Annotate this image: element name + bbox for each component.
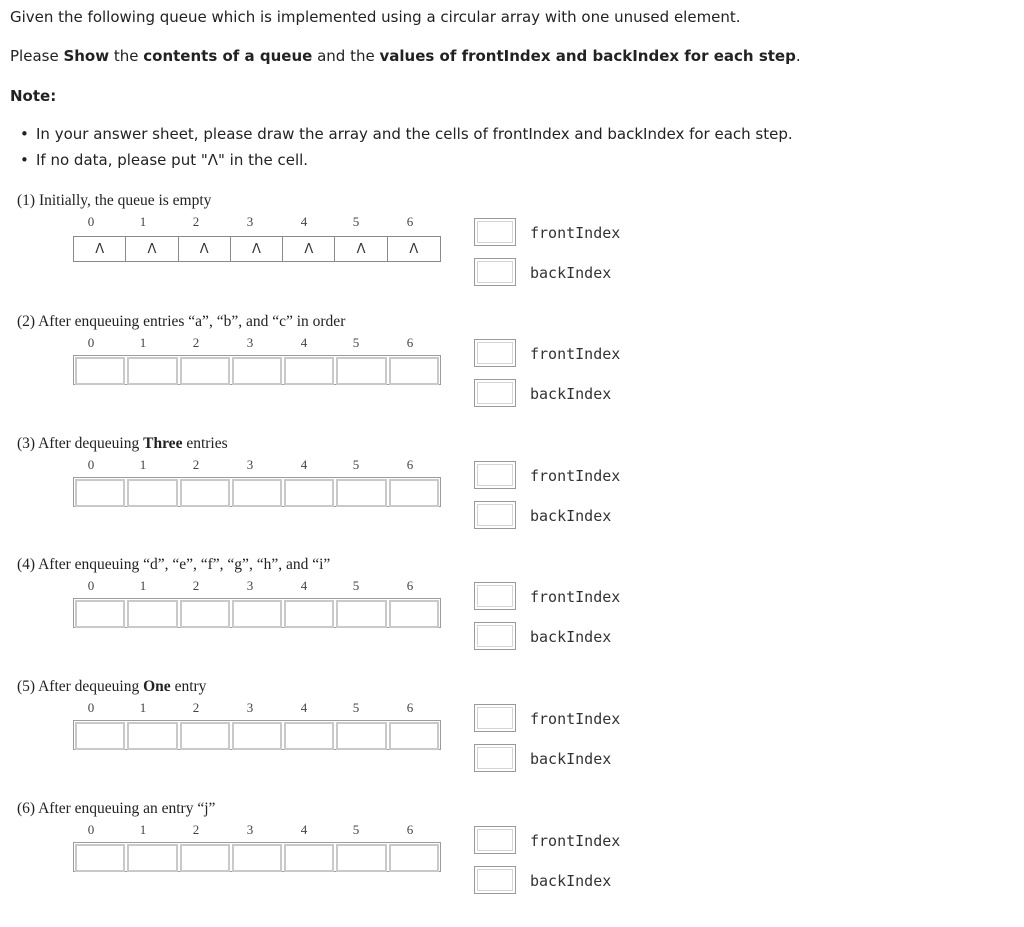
array-cell[interactable]	[284, 600, 334, 628]
array-cell[interactable]	[232, 600, 282, 628]
array-cell[interactable]: Λ	[126, 237, 178, 261]
step-title	[17, 556, 330, 574]
array-index-label: 3	[246, 822, 254, 837]
back-index-label: backIndex	[530, 628, 612, 646]
step-3	[0, 435, 1024, 555]
intro-bold: contents of a queue	[143, 47, 313, 65]
array-cell[interactable]	[389, 600, 439, 628]
queue-array	[73, 598, 441, 628]
array-cell[interactable]	[336, 844, 386, 872]
array-cell[interactable]: Λ	[283, 237, 335, 261]
array-cell[interactable]: Λ	[409, 241, 419, 257]
intro-text: Please	[10, 47, 64, 65]
array-index-label: 0	[87, 335, 95, 350]
front-index-cell[interactable]	[474, 339, 516, 367]
back-index-cell[interactable]	[474, 258, 516, 286]
array-cell[interactable]	[336, 722, 386, 750]
front-index-label: frontIndex	[530, 467, 621, 485]
array-index-label: 2	[192, 578, 200, 593]
array-index-label: 5	[352, 700, 360, 715]
step-1	[0, 192, 1024, 312]
note-bullet	[12, 150, 793, 176]
array-index-label: 5	[352, 214, 360, 229]
bullet-icon: •	[20, 151, 29, 169]
array-cell[interactable]	[180, 722, 230, 750]
back-index-label: backIndex	[530, 507, 612, 525]
array-index-label: 0	[87, 457, 95, 472]
array-cell[interactable]	[389, 844, 439, 872]
array-index-label: 0	[87, 578, 95, 593]
array-cell[interactable]: Λ	[231, 237, 283, 261]
array-index-label: 6	[406, 822, 414, 837]
array-cell[interactable]	[284, 479, 334, 507]
array-index-label: 0	[87, 214, 95, 229]
array-index-label: 2	[192, 700, 200, 715]
array-cell[interactable]	[127, 844, 177, 872]
array-cell[interactable]	[127, 357, 177, 385]
array-index-label: 4	[300, 214, 308, 229]
array-cell[interactable]	[75, 600, 125, 628]
step-title-bold: One	[143, 678, 171, 695]
array-cell[interactable]	[127, 722, 177, 750]
intro-line-1: Given the following queue which is implemented using a circular array with one unused element.	[10, 8, 741, 26]
array-index-label: 3	[246, 578, 254, 593]
step-title	[17, 192, 211, 210]
array-index-label: 3	[246, 335, 254, 350]
array-index-label: 3	[246, 457, 254, 472]
step-title-text: (2) After enqueuing entries “a”, “b”, and “c” in order	[17, 313, 346, 330]
array-index-label: 1	[139, 457, 147, 472]
array-index-label: 0	[87, 822, 95, 837]
array-cell[interactable]	[75, 479, 125, 507]
array-cell[interactable]	[232, 357, 282, 385]
queue-array	[73, 842, 441, 872]
array-index-label: 6	[406, 700, 414, 715]
array-index-label: 2	[192, 335, 200, 350]
array-index-label: 4	[300, 335, 308, 350]
array-cell[interactable]	[232, 479, 282, 507]
back-index-label: backIndex	[530, 872, 612, 890]
array-index-label: 5	[352, 457, 360, 472]
back-index-cell[interactable]	[474, 622, 516, 650]
array-index-label: 0	[87, 700, 95, 715]
array-index-label: 4	[300, 822, 308, 837]
array-index-label: 6	[406, 214, 414, 229]
array-cell[interactable]	[336, 479, 386, 507]
note-bullet-text: In your answer sheet, please draw the array and the cells of frontIndex and backIndex for each step.	[36, 125, 793, 143]
front-index-label: frontIndex	[530, 710, 621, 728]
back-index-label: backIndex	[530, 750, 612, 768]
step-title-text: (3) After dequeuing	[17, 435, 144, 452]
array-cell[interactable]	[389, 479, 439, 507]
step-title-text: (1) Initially, the queue is empty	[17, 192, 212, 209]
array-cell[interactable]	[284, 844, 334, 872]
array-cell[interactable]	[284, 722, 334, 750]
intro-text: and the	[312, 47, 380, 65]
array-cell[interactable]	[336, 600, 386, 628]
array-cell[interactable]	[75, 357, 125, 385]
array-cell[interactable]	[284, 357, 334, 385]
step-title-text: entry	[170, 678, 207, 695]
intro-text: .	[795, 47, 801, 65]
step-title-text: (4) After enqueuing “d”, “e”, “f”, “g”, “h”, and “i”	[17, 556, 331, 573]
step-title-text: (6) After enqueuing an entry “j”	[17, 800, 216, 817]
front-index-cell[interactable]	[474, 218, 516, 246]
queue-array	[73, 355, 441, 385]
array-index-label: 4	[300, 700, 308, 715]
array-index-label: 1	[139, 822, 147, 837]
array-cell[interactable]	[75, 844, 125, 872]
back-index-cell[interactable]	[474, 744, 516, 772]
step-title-bold: Three	[143, 435, 183, 452]
back-index-cell[interactable]	[474, 379, 516, 407]
array-cell[interactable]	[232, 844, 282, 872]
array-index-label: 6	[406, 335, 414, 350]
intro-line-2	[10, 47, 801, 65]
array-index-label: 4	[300, 457, 308, 472]
array-cell[interactable]	[180, 479, 230, 507]
array-index-label: 3	[246, 700, 254, 715]
array-index-label: 1	[139, 578, 147, 593]
step-title	[17, 313, 345, 331]
step-title	[17, 678, 206, 696]
bullet-icon: •	[20, 125, 29, 143]
array-index-label: 5	[352, 335, 360, 350]
step-title	[17, 800, 215, 818]
front-index-label: frontIndex	[530, 832, 621, 850]
array-index-label: 6	[406, 578, 414, 593]
front-index-cell[interactable]	[474, 461, 516, 489]
queue-array	[73, 236, 441, 262]
array-index-label: 5	[352, 578, 360, 593]
front-index-cell[interactable]	[474, 704, 516, 732]
array-index-label: 1	[139, 214, 147, 229]
array-cell[interactable]	[180, 357, 230, 385]
step-2	[0, 313, 1024, 433]
note-bullet	[12, 124, 793, 150]
array-cell[interactable]: Λ	[335, 237, 387, 261]
intro-bold: values of frontIndex and backIndex for each step	[379, 47, 796, 65]
note-bullet-list	[12, 124, 793, 176]
intro-text: the	[109, 47, 144, 65]
step-title-text: (5) After dequeuing	[17, 678, 144, 695]
array-cell[interactable]	[336, 357, 386, 385]
step-title-text: entries	[182, 435, 228, 452]
array-index-label: 1	[139, 700, 147, 715]
array-index-label: 2	[192, 214, 200, 229]
front-index-cell[interactable]	[474, 826, 516, 854]
array-index-label: 1	[139, 335, 147, 350]
array-index-label: 3	[246, 214, 254, 229]
step-4	[0, 556, 1024, 676]
array-cell[interactable]	[389, 722, 439, 750]
note-heading: Note:	[10, 87, 57, 105]
array-cell[interactable]: Λ	[74, 237, 126, 261]
note-bullet-text: If no data, please put "Λ" in the cell.	[36, 151, 309, 169]
array-cell[interactable]	[127, 479, 177, 507]
array-cell[interactable]	[127, 600, 177, 628]
queue-array	[73, 477, 441, 507]
queue-array	[73, 720, 441, 750]
array-index-label: 6	[406, 457, 414, 472]
array-cell[interactable]	[75, 722, 125, 750]
front-index-cell[interactable]	[474, 582, 516, 610]
back-index-label: backIndex	[530, 264, 612, 282]
step-5	[0, 678, 1024, 798]
intro-bold: Show	[63, 47, 110, 65]
step-title	[17, 435, 228, 453]
back-index-cell[interactable]	[474, 501, 516, 529]
step-6	[0, 800, 1024, 920]
back-index-cell[interactable]	[474, 866, 516, 894]
array-index-label: 5	[352, 822, 360, 837]
array-cell[interactable]	[232, 722, 282, 750]
array-index-label: 2	[192, 457, 200, 472]
array-cell[interactable]	[180, 844, 230, 872]
front-index-label: frontIndex	[530, 345, 621, 363]
back-index-label: backIndex	[530, 385, 612, 403]
array-index-label: 4	[300, 578, 308, 593]
array-cell[interactable]	[389, 357, 439, 385]
array-cell[interactable]	[180, 600, 230, 628]
array-index-label: 2	[192, 822, 200, 837]
front-index-label: frontIndex	[530, 588, 621, 606]
front-index-label: frontIndex	[530, 224, 621, 242]
array-cell[interactable]: Λ	[179, 237, 231, 261]
